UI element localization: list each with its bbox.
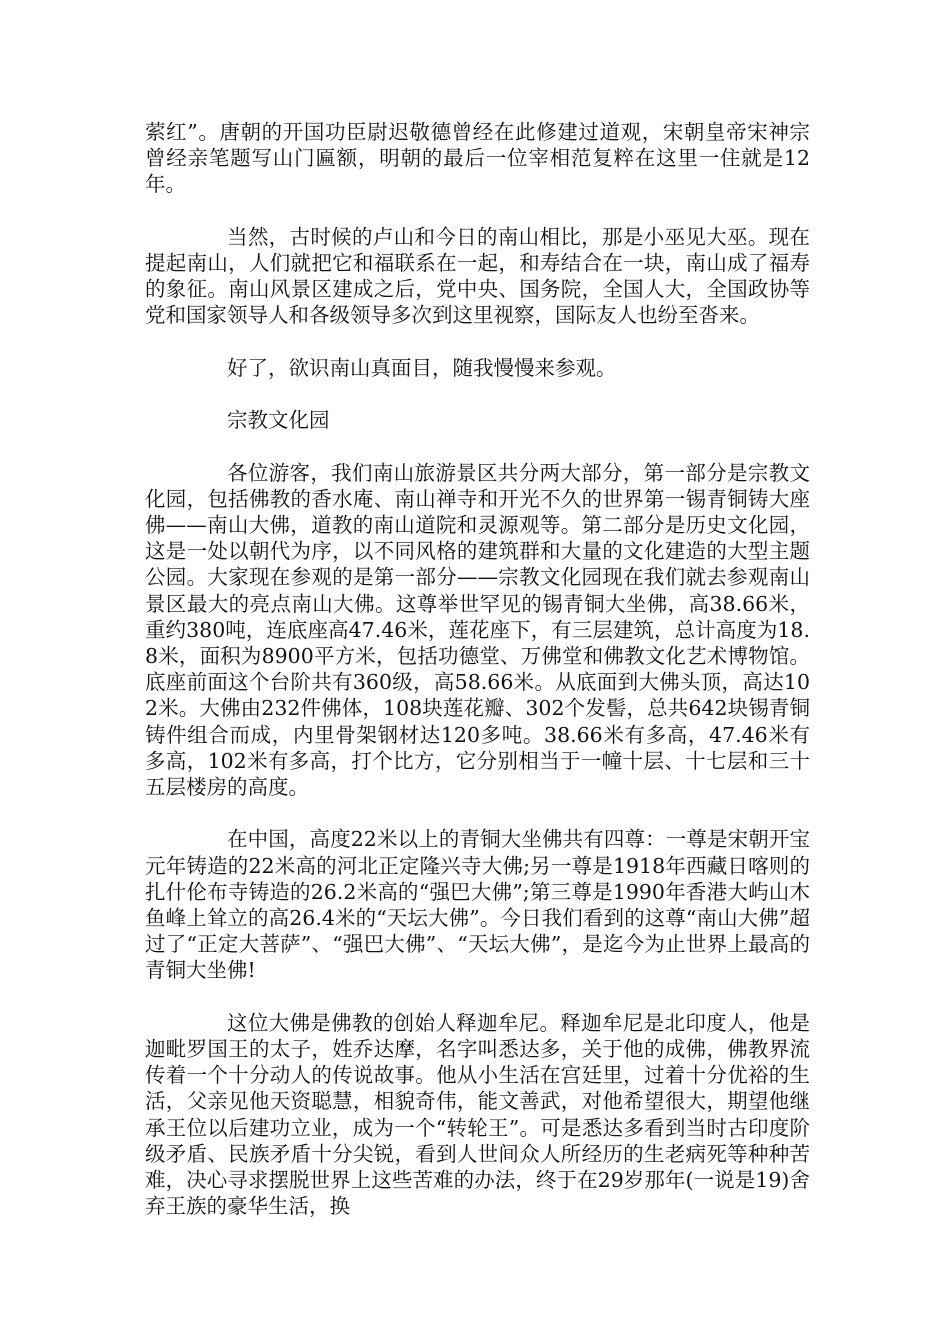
paragraph-scenic-area-overview: 各位游客，我们南山旅游景区共分两大部分，第一部分是宗教文化园，包括佛教的香水庵、南山禅寺和开光不久的世界第一锡青铜铸大座佛——南山大佛，道教的南山道院和灵源观等。第二部分是历史文化园，这是一处以朝代为序，以不同风格的建筑群和大量的文化建造的大型主题公园。大家现在参观的是第一部分——宗教文化园现在我们就去参观南山景区最大的亮点南山大佛。这尊举世罕见的锡青铜大坐佛，高38.66米，重约380吨，连底座高47.46米，莲花座下，有三层建筑，总计高度为18.8米，面积为8900平方米，包括功德堂、万佛堂和佛教文化艺术博物馆。底座前面这个台阶共有360级，高58.66米。从底面到大佛头顶，高达102米。大佛由232件佛体，108块莲花瓣、302个发髻，总共642块锡青铜铸件组合而成，内里骨架钢材达120多吨。38.66米有多高，47.46米有多高，102米有多高，打个比方，它分别相当于一幢十层、十七层和三十五层楼房的高度。: [145, 460, 810, 800]
section-heading-religious-park: 宗教文化园: [227, 408, 330, 433]
paragraph-continuation: 萦红”。唐朝的开国功臣尉迟敬德曾经在此修建过道观，宋朝皇帝宋神宗曾经亲笔题写山门匾额，明朝的最后一位宰相范复粹在这里一住就是12年。: [145, 120, 810, 197]
paragraph-lushan-comparison: 当然，古时候的卢山和今日的南山相比，那是小巫见大巫。现在提起南山，人们就把它和福联系在一起，和寿结合在一块，南山成了福寿的象征。南山风景区建成之后，党中央、国务院，全国人大，全国政协等党和国家领导人和各级领导多次到这里视察，国际友人也纷至沓来。: [145, 224, 810, 328]
paragraph-shakyamuni: 这位大佛是佛教的创始人释迦牟尼。释迦牟尼是北印度人，他是迦毗罗国王的太子，姓乔达摩，名字叫悉达多，关于他的成佛，佛教界流传着一个十分动人的传说故事。他从小生活在宫廷里，过着十分优裕的生活，父亲见他天资聪慧，相貌奇伟，能文善武，对他希望很大，期望他继承王位以后建功立业，成为一个“转轮王”。可是悉达多看到当时古印度阶级矛盾、民族矛盾十分尖锐，看到人世间众人所经历的生老病死等种种苦难，决心寻求摆脱世界上这些苦难的办法，终于在29岁那年(一说是19)舍弃王族的豪华生活，换: [145, 1010, 810, 1219]
paragraph-invitation: 好了，欲识南山真面目，随我慢慢来参观。: [227, 355, 617, 380]
document-body: [145, 119, 810, 1219]
paragraph-bronze-buddhas: 在中国，高度22米以上的青铜大坐佛共有四尊：一尊是宋朝开宝元年铸造的22米高的河北正定隆兴寺大佛;另一尊是1918年西藏日喀则的扎什伦布寺铸造的26.2米高的“强巴大佛”;第三尊是1990年香港大屿山木鱼峰上耸立的高26.4米的“天坛大佛”。今日我们看到的这尊“南山大佛”超过了“正定大菩萨”、“强巴大佛”、“天坛大佛”，是迄今为止世界上最高的青铜大坐佛!: [145, 827, 810, 983]
